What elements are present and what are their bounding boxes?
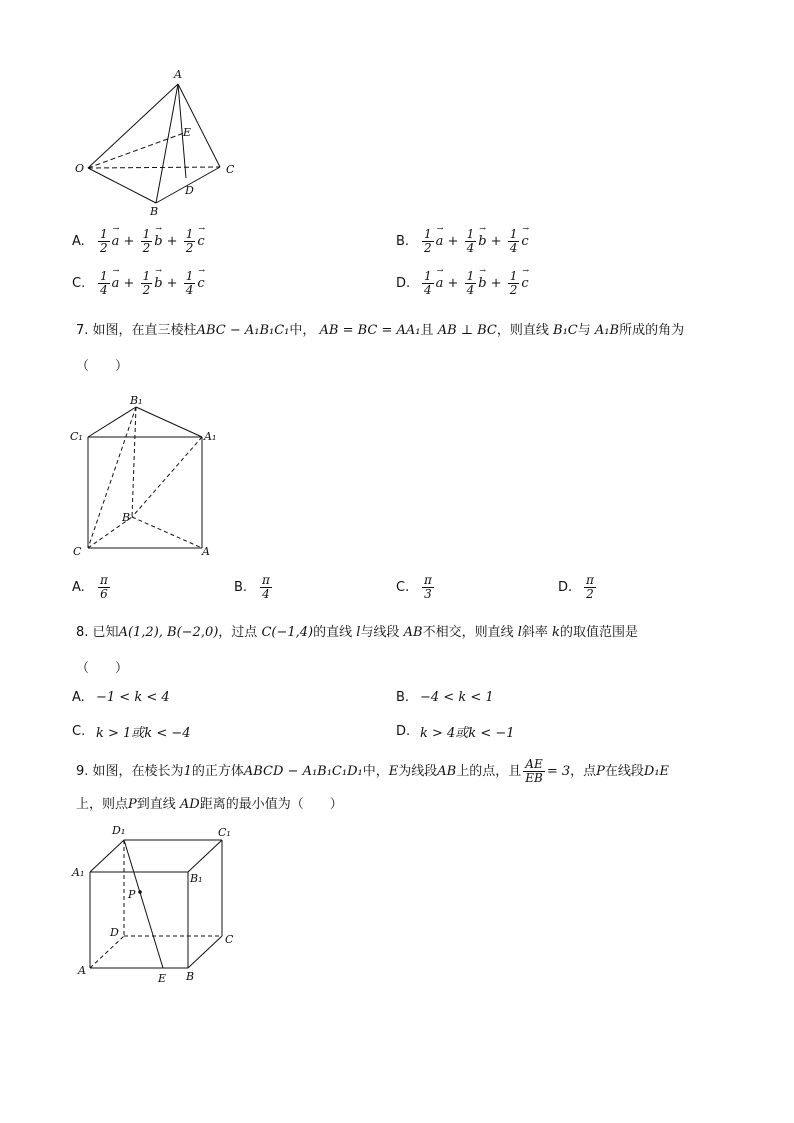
fig9-label-B1: B₁: [190, 872, 203, 885]
q9-stem-line2: 上，则点P到直线 AD距离的最小值为（ ）: [76, 797, 343, 812]
option-letter: C.: [72, 276, 86, 291]
option-letter: B.: [396, 234, 410, 249]
fig7-label-A1: A₁: [204, 430, 217, 443]
fig6-label-B: B: [150, 205, 159, 218]
q6-option-c[interactable]: C. $\frac{1}{4}$ → a + $\frac{1}{2}$ → b + $\frac{1}{4}$ → c: [72, 270, 205, 297]
q8-option-d[interactable]: D. k > 4或k < −1: [396, 724, 515, 741]
cube-figure: [68, 820, 248, 990]
q6-option-d[interactable]: D. $\frac{1}{4}$ → a + $\frac{1}{4}$ → b + $\frac{1}{2}$ → c: [396, 270, 529, 297]
fig9-label-A1: A₁: [72, 866, 85, 879]
q8-option-b[interactable]: B. −4 < k < 1: [396, 690, 494, 705]
fig6-label-E: E: [183, 126, 192, 139]
q7-answer-paren: （ ）: [76, 359, 129, 374]
q7-stem: 7. 如图，在直三棱柱ABC − A₁B₁C₁中， AB = BC = AA₁且 AB ⊥ BC，则直线 B₁C与 A₁B所成的角为: [76, 323, 685, 338]
fig7-label-B: B: [122, 511, 131, 524]
fig6-label-C: C: [226, 163, 235, 176]
fig7-label-C1: C₁: [70, 430, 83, 443]
q8-option-a[interactable]: A. −1 < k < 4: [72, 690, 170, 705]
q8-option-c[interactable]: C. k > 1或k < −4: [72, 724, 191, 741]
q8-stem: 8. 已知A(1,2), B(−2,0)，过点 C(−1,4)的直线 l与线段 AB不相交，则直线 l斜率 k的取值范围是: [76, 625, 638, 640]
fig6-label-O: O: [75, 162, 85, 175]
fig9-label-E: E: [158, 972, 167, 985]
fig7-label-B1: B₁: [130, 394, 143, 407]
q7-option-b[interactable]: B. $\frac{\pi}{4}$: [234, 573, 270, 601]
q7-options: [72, 574, 732, 612]
q8-answer-paren: （ ）: [76, 661, 129, 676]
fig9-label-C1: C₁: [218, 826, 231, 839]
fig9-label-P: P: [128, 888, 136, 901]
fig9-label-D1: D₁: [112, 824, 126, 837]
fig9-label-D: D: [110, 926, 119, 939]
fig7-label-C: C: [73, 545, 82, 558]
option-letter: A.: [72, 234, 85, 249]
q7-option-a[interactable]: A. $\frac{\pi}{6}$: [72, 573, 108, 601]
fig7-label-A: A: [202, 545, 210, 558]
fig6-label-D: D: [185, 184, 194, 197]
fig9-label-B: B: [186, 970, 195, 983]
q7-option-c[interactable]: C. $\frac{\pi}{3}$: [396, 573, 432, 601]
q7-option-d[interactable]: D. $\frac{\pi}{2}$: [558, 573, 594, 601]
prism-figure: [68, 392, 228, 562]
fig6-label-A: A: [174, 68, 182, 81]
fig9-label-A: A: [78, 964, 86, 977]
q6-option-b[interactable]: B. $\frac{1}{2}$ → a + $\frac{1}{4}$ → b + $\frac{1}{4}$ → c: [396, 228, 529, 255]
tetrahedron-figure: [68, 66, 248, 221]
option-letter: D.: [396, 276, 411, 291]
q9-stem-line1: 9. 如图，在棱长为 1 的正方体 ABCD − A₁B₁C₁D₁ 中， E 为线段 AB 上的点，且 $\frac{AE}{EB}$ = 3 ，点 P 在线段 D₁E: [76, 757, 670, 785]
fig9-label-C: C: [225, 933, 234, 946]
q6-option-a[interactable]: A. $\frac{1}{2}$ → a + $\frac{1}{2}$ → b + $\frac{1}{2}$ → c: [72, 228, 205, 255]
